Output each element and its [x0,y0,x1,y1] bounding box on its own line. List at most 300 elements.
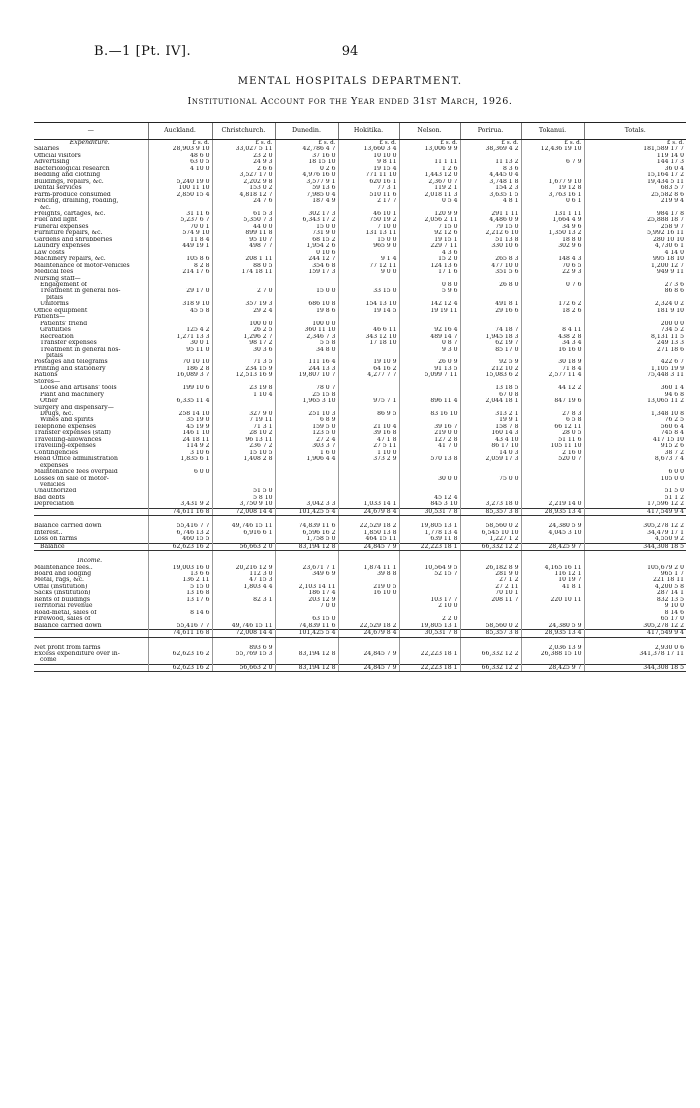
amount-cell: 76 2 5 [584,417,686,423]
amount-cell: £ s. d. [399,140,460,147]
amount-cell: 62,623 16 2 [148,651,212,657]
amount-cell: 92 12 6 [399,230,460,236]
amount-cell: 8,673 7 4 [584,456,686,462]
row-label: Laundry expenses [34,243,91,250]
amount-cell: 74,839 11 6 [275,523,338,529]
row-label: Stores— [34,378,61,385]
row-label: &c. [40,204,51,211]
amount-cell: 357 19 3 [212,301,275,307]
amount-cell: 9 10 0 [584,603,686,609]
amount-cell: 417 15 10 [584,437,686,443]
amount-cell: 36 0 4 [584,166,686,172]
amount-cell: 159 5 0 [275,424,338,430]
amount-cell: 1,296 2 7 [212,334,275,340]
amount-cell: 5 9 6 [399,288,460,294]
amount-cell: 98 17 2 [212,340,275,346]
row-label: Advertising [34,159,70,166]
row-label: Maintenance fees.. [34,564,93,571]
amount-cell: 4 3 6 [399,250,460,256]
amount-cell: 174 18 11 [212,269,275,275]
amount-cell: 1,033 14 1 [338,501,399,508]
amount-cell: 11 13 2 [460,159,521,165]
amount-cell: 9 1 4 [338,256,399,262]
amount-cell [521,516,584,524]
amount-cell: 244 12 7 [275,256,338,262]
amount-cell: 51 1 2 [584,495,686,501]
row-label: Expenditure. [69,139,110,146]
amount-cell: 75 0 0 [460,476,521,482]
amount-cell: 94 6 8 [584,392,686,398]
row-label [34,637,148,645]
amount-cell: 66,332 12 2 [460,664,521,671]
table-row [34,536,686,543]
amount-cell: 847 19 6 [521,398,584,404]
row-label: Board and lodging [34,571,92,577]
row-label: Fencing, draining, roading, [34,198,119,205]
amount-cell: 34 3 4 [521,340,584,346]
row-label: Other [40,398,58,405]
amount-cell: 24 7 6 [212,198,275,204]
amount-cell: 7 10 0 [338,224,399,230]
row-label [34,664,148,671]
row-label: Balance [34,543,148,550]
amount-cell: 0 6 1 [521,198,584,204]
amount-cell: 9 0 0 [338,269,399,275]
amount-cell: 70 0 1 [148,224,212,230]
table-body [34,140,686,672]
amount-cell: 330 10 6 [460,243,521,249]
row-label: Rents of buildings [34,596,91,603]
total-row [34,630,686,637]
amount-cell: 19 19 11 [399,308,460,314]
amount-cell: 11 8 4 [148,237,212,243]
amount-cell: 56,663 2 0 [212,664,275,671]
amount-cell: 58,560 0 2 [460,623,521,630]
amount-cell: 29 17 0 [148,288,212,294]
amount-cell: 2,212 6 10 [460,230,521,236]
amount-cell: 7,985 0 4 [275,192,338,198]
amount-cell: 19,805 13 1 [399,623,460,630]
amount-cell: 72,008 14 4 [212,508,275,515]
amount-cell: 181 9 10 [584,308,686,314]
amount-cell: 83,194 12 8 [275,651,338,657]
amount-cell: 2,367 0 7 [399,179,460,185]
amount-cell: 287 14 1 [584,590,686,596]
amount-cell: 6,343 17 2 [275,217,338,223]
amount-cell: 66,332 12 2 [460,543,521,550]
amount-cell: 16 10 0 [338,590,399,596]
amount-cell: 4,976 16 0 [275,172,338,178]
amount-cell: 153 0 2 [212,185,275,191]
amount-cell: 66,332 12 2 [460,651,521,657]
amount-cell: 219 9 4 [584,198,686,204]
document-code: B.—1 [Pt. IV]. [94,44,192,59]
row-label: Engagement of [40,281,88,288]
amount-cell: 127 2 8 [399,437,460,443]
amount-cell: 19 8 6 [275,308,338,314]
row-label: Bacteriological research [34,165,110,172]
amount-cell: 7 19 11 [212,417,275,423]
amount-cell: 37 16 0 [275,153,338,159]
amount-cell: 6 7 9 [521,159,584,165]
amount-cell: 125 4 2 [148,327,212,333]
amount-cell: 203 12 9 [275,597,338,603]
amount-cell: 85,357 3 8 [460,630,521,637]
amount-cell: 29 16 6 [460,308,521,314]
page-number: 94 [341,44,359,59]
amount-cell: 683 5 7 [584,185,686,191]
amount-cell: 4,200 5 8 [584,584,686,590]
amount-cell: 22,223 18 1 [399,651,460,657]
amount-cell: 280 10 10 [584,237,686,243]
amount-cell: 318 9 10 [148,301,212,307]
amount-cell: 160 14 3 [460,430,521,436]
amount-cell: 119 14 0 [584,153,686,159]
amount-cell: 221 18 11 [584,577,686,583]
amount-cell: 45 19 9 [148,424,212,430]
amount-cell: 45 12 4 [399,495,460,501]
amount-cell: 26 2 5 [212,327,275,333]
amount-cell: 251 10 3 [275,411,338,417]
amount-cell: 63 0 5 [148,159,212,165]
amount-cell: 1,835 6 1 [148,456,212,462]
amount-cell: 55,416 7 7 [148,623,212,630]
amount-cell: 77 3 1 [338,185,399,191]
amount-cell: 18 15 10 [275,159,338,165]
amount-cell: 21 10 4 [338,424,399,430]
amount-cell: 15,083 6 2 [460,372,521,378]
amount-cell: 0 7 6 [521,282,584,288]
row-label [34,630,148,637]
amount-cell: 30,531 7 8 [399,630,460,637]
amount-cell: 71 8 4 [521,366,584,372]
amount-cell: 219 0 5 [338,584,399,590]
amount-cell: 105 0 0 [584,476,686,482]
amount-cell: 55,769 15 3 [212,651,275,657]
amount-cell: 460 15 5 [148,536,212,543]
amount-cell: 159 17 3 [275,269,338,275]
row-label: Bedding and clothing [34,172,101,179]
amount-cell: 86 8 6 [584,288,686,294]
amount-cell: 158 7 8 [460,424,521,430]
amount-cell [399,516,460,524]
amount-cell: 100 11 10 [148,185,212,191]
amount-cell: 9 8 11 [338,159,399,165]
amount-cell: 59 13 6 [275,185,338,191]
amount-cell: 27 1 2 [460,577,521,583]
amount-cell: 4,445 0 4 [460,172,521,178]
amount-cell: 2 2 0 [399,616,460,622]
amount-cell: 31 11 6 [148,211,212,217]
amount-cell: 491 8 1 [460,301,521,307]
row-label: Machinery repairs, &c. [34,256,106,263]
amount-cell: 9 3 0 [399,347,460,353]
amount-cell: 1,200 12 7 [584,263,686,269]
amount-cell: 3,273 18 0 [460,501,521,508]
row-label: Plant and machinery [40,391,104,398]
amount-cell: 208 11 7 [460,597,521,603]
amount-cell: 8,131 11 5 [584,334,686,340]
amount-cell: 2 6 6 [212,166,275,172]
amount-cell: 220 10 11 [521,597,584,603]
amount-cell: 12,513 16 9 [212,372,275,378]
amount-cell: 1,271 13 3 [148,334,212,340]
amount-cell: £ s. d. [338,140,399,147]
amount-cell: 74 18 7 [460,327,521,333]
amount-cell: 28,935 13 4 [521,508,584,515]
amount-cell: 2,219 14 0 [521,501,584,508]
amount-cell: 77 12 11 [338,263,399,269]
table-row [34,516,686,524]
amount-cell: 70 6 5 [521,263,584,269]
amount-cell: 2,577 11 4 [521,372,584,378]
amount-cell: 639 11 8 [399,536,460,543]
amount-cell: 249 13 3 [584,340,686,346]
amount-cell: 219 0 0 [399,430,460,436]
column-header: Dunedin. [275,123,338,140]
amount-cell: 1,227 1 2 [460,536,521,543]
amount-cell: 28,425 9 7 [521,664,584,671]
amount-cell: 8 2 8 [148,263,212,269]
amount-cell: 123 5 0 [275,430,338,436]
amount-cell [584,516,686,524]
amount-cell: 27 2 11 [460,584,521,590]
amount-cell [460,657,521,664]
amount-cell: 1,758 5 0 [275,536,338,543]
row-label: Treatment in general hos- [40,288,121,295]
row-label: Travelling-expenses [34,443,96,450]
amount-cell: 24 9 3 [212,159,275,165]
amount-cell: 11 1 11 [399,159,460,165]
amount-cell: 1,350 13 2 [521,230,584,236]
amount-cell: 4,730 6 1 [584,243,686,249]
amount-cell: 13 18 5 [460,385,521,391]
row-label: Excess expenditure over in- [34,650,120,657]
row-label: Territorial revenue [34,603,93,610]
total-row [34,664,686,671]
amount-cell: 13,660 3 4 [338,146,399,152]
amount-cell: 0 2 6 [275,166,338,172]
amount-cell: 34 8 0 [275,347,338,353]
amount-cell: 2,059 17 3 [460,456,521,462]
amount-cell: 24,679 8 4 [338,630,399,637]
amount-cell: 13 16 8 [148,590,212,596]
amount-cell: 92 16 4 [399,327,460,333]
amount-cell: 750 19 2 [338,217,399,223]
row-label: Patients' friend [40,320,88,327]
amount-cell: 303 3 7 [275,443,338,449]
amount-cell: 187 4 9 [275,198,338,204]
amount-cell: 965 1 7 [584,571,686,577]
amount-cell [212,657,275,664]
amount-cell: 0 5 4 [399,198,460,204]
section-row [34,140,686,147]
amount-cell: 417,549 9 4 [584,630,686,637]
amount-cell: 1,965 3 10 [275,398,338,404]
amount-cell: 464 15 11 [338,536,399,543]
amount-cell: 70 10 10 [148,359,212,365]
amount-cell: 85 17 0 [460,347,521,353]
amount-cell: 3,527 17 0 [212,172,275,178]
amount-cell: 344,308 18 5 [584,543,686,550]
amount-cell: 915 2 6 [584,443,686,449]
amount-cell: 24,380 5 9 [521,623,584,630]
row-label: vehicles [40,482,66,489]
amount-cell: 498 7 7 [212,243,275,249]
amount-cell: 30,531 7 8 [399,508,460,515]
amount-cell: 560 6 4 [584,424,686,430]
amount-cell: 305,278 12 2 [584,523,686,529]
amount-cell: 131 13 11 [338,230,399,236]
amount-cell: 19,807 10 7 [275,372,338,378]
amount-cell: 10,564 9 5 [399,565,460,571]
amount-cell: 2,850 15 4 [148,192,212,198]
row-label: Balance carried down [34,622,102,629]
amount-cell: 15 2 0 [399,256,460,262]
row-label: Sacks (institution) [34,590,91,597]
amount-cell: 34 9 6 [521,224,584,230]
amount-cell: 1,778 13 4 [399,530,460,536]
amount-cell: 2 7 0 [212,288,275,294]
amount-cell: 131 1 11 [521,211,584,217]
amount-cell: 28,903 9 10 [148,146,212,152]
amount-cell: 1,348 10 8 [584,411,686,417]
amount-cell: 212 10 2 [460,366,521,372]
amount-cell: 44 12 2 [521,385,584,391]
amount-cell: 86 9 5 [338,411,399,417]
amount-cell: 1,850 13 8 [338,530,399,536]
amount-cell [584,657,686,664]
amount-cell: 7 15 0 [399,224,460,230]
column-header: Tokanui. [521,123,584,140]
amount-cell: 10 10 0 [338,153,399,159]
amount-cell: 26 0 9 [399,359,460,365]
amount-cell [521,536,584,543]
amount-cell: 14 0 3 [460,450,521,456]
amount-cell: 30 0 0 [399,476,460,482]
amount-cell: 13,006 9 9 [399,146,460,152]
amount-cell: 2,018 11 3 [399,192,460,198]
amount-cell: 51 5 0 [584,488,686,494]
amount-cell: 360 1 4 [584,385,686,391]
amount-cell: 258 14 10 [148,411,212,417]
amount-cell: 28 0 5 [521,430,584,436]
amount-cell: 1 2 6 [399,166,460,172]
amount-cell: 5,992 16 11 [584,230,686,236]
amount-cell: 68 15 2 [275,237,338,243]
amount-cell: 832 13 5 [584,597,686,603]
amount-cell: 2,056 2 11 [399,217,460,223]
amount-cell: 265 8 3 [460,256,521,262]
amount-cell: 101,425 5 4 [275,508,338,515]
amount-cell: 100 0 0 [275,321,338,327]
amount-cell: 15,164 17 2 [584,172,686,178]
amount-cell: 360 11 10 [275,327,338,333]
amount-cell: 2,036 13 9 [521,645,584,651]
amount-cell: 25 15 8 [275,392,338,398]
amount-cell: 51 13 8 [460,237,521,243]
amount-cell: 6 8 9 [275,417,338,423]
amount-cell: 2 10 0 [399,603,460,609]
amount-cell: 78 0 7 [275,385,338,391]
amount-cell: 5 15 0 [148,584,212,590]
amount-cell: 3 10 6 [148,450,212,456]
amount-cell: 142 12 4 [399,301,460,307]
amount-cell: 10 19 7 [521,577,584,583]
amount-cell: 351 5 6 [460,269,521,275]
amount-cell: 186 17 4 [275,590,338,596]
amount-cell: 0 8 7 [399,340,460,346]
column-header: Hokitika. [338,123,399,140]
amount-cell: 39 16 8 [338,430,399,436]
amount-cell [399,637,460,645]
amount-cell: 34,479 17 1 [584,530,686,536]
amount-cell: 19 9 1 [460,417,521,423]
row-label: Maintenance fees overpaid [34,469,118,476]
row-label: Net profit from farms [34,644,101,651]
amount-cell: 74,611 16 8 [148,508,212,515]
amount-cell: 2,930 0 6 [584,645,686,651]
amount-cell: 105,679 2 0 [584,565,686,571]
amount-cell: 63 15 0 [275,616,338,622]
amount-cell: 95 10 7 [212,237,275,243]
amount-cell: 91 13 5 [399,366,460,372]
row-label [34,508,148,515]
amount-cell: 88 0 5 [212,263,275,269]
amount-cell: 72,008 14 4 [212,630,275,637]
row-label: Telephone expenses [34,423,97,430]
amount-cell [275,516,338,524]
amount-cell: 3,750 9 10 [212,501,275,508]
amount-cell: 8 3 6 [460,166,521,172]
page-subtitle: Institutional Account for the Year ended 31st March, 1926. [187,96,513,107]
amount-cell: 1 10 0 [338,450,399,456]
amount-cell: 229 7 11 [399,243,460,249]
amount-cell: 686 10 8 [275,301,338,307]
amount-cell: 33 15 0 [338,288,399,294]
amount-cell: 62,623 16 2 [148,664,212,671]
amount-cell: 422 6 7 [584,359,686,365]
amount-cell: 5,099 7 11 [399,372,460,378]
amount-cell: 30 18 9 [521,359,584,365]
amount-cell [399,657,460,664]
amount-cell: 17 1 6 [399,269,460,275]
amount-cell: 6 5 8 [521,417,584,423]
amount-cell: 244 13 3 [275,366,338,372]
amount-cell: 5 5 8 [275,340,338,346]
amount-cell: 35 19 0 [148,417,212,423]
amount-cell: 15 0 0 [275,288,338,294]
column-header: Nelson. [399,123,460,140]
amount-cell [399,551,460,559]
amount-cell: 3,042 3 3 [275,501,338,508]
amount-cell: 8 14 6 [584,610,686,616]
row-label: Dental services [34,185,82,192]
institutional-account-table [34,122,686,672]
amount-cell: 15 0 0 [338,237,399,243]
amount-cell: 28,935 13 4 [521,630,584,637]
amount-cell: 22,223 18 1 [399,664,460,671]
amount-cell: 771 11 10 [338,172,399,178]
amount-cell: 66 12 11 [521,424,584,430]
amount-cell: 101,425 5 4 [275,630,338,637]
amount-cell: 116 12 1 [521,571,584,577]
amount-cell: 4,486 0 9 [460,217,521,223]
amount-cell: 19 15 4 [338,166,399,172]
amount-cell: 3,763 16 1 [521,192,584,198]
amount-cell: 105 11 10 [521,443,584,449]
table-header-row [34,123,686,140]
